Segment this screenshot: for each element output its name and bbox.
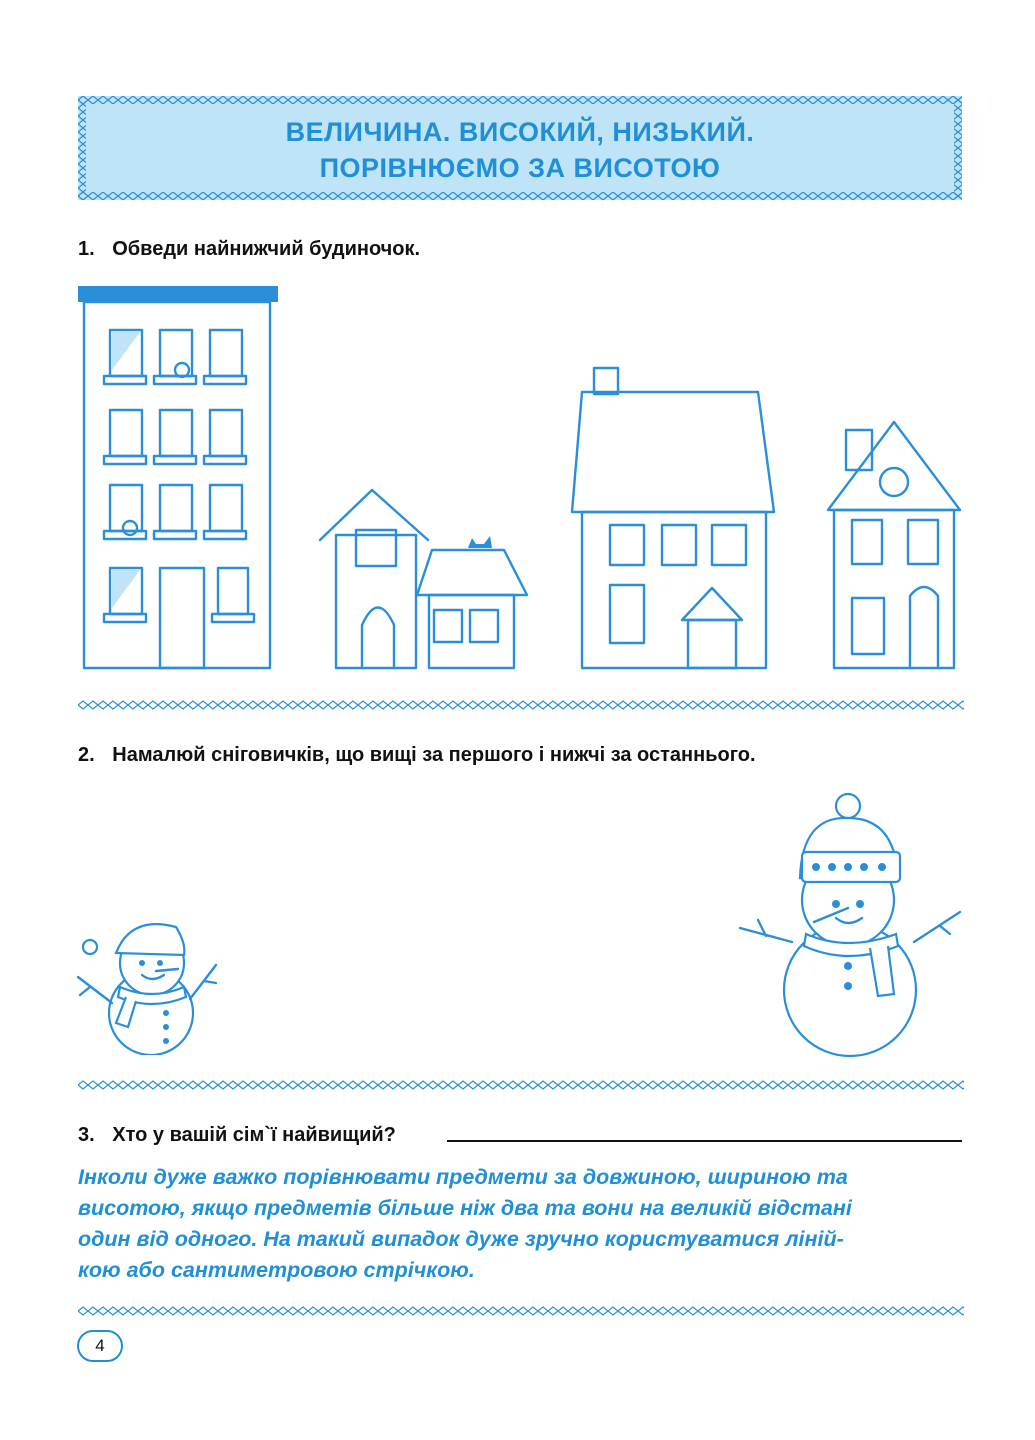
divider-2 (78, 1080, 964, 1090)
task-3 (78, 1124, 396, 1147)
page-title (78, 114, 962, 186)
task-1-number: 1. (78, 238, 95, 260)
note-line-4: кою або сантиметровою стрічкою. (78, 1258, 475, 1282)
note-line-2: висотою, якщо предметів більше ніж два та вони на великій відстані (78, 1196, 852, 1220)
task-3-text: Хто у вашій сім`ї найвищий? (112, 1124, 396, 1146)
divider-3 (78, 1306, 964, 1316)
small-snowman-icon[interactable] (76, 905, 226, 1055)
note-line-1: Інколи дуже важко порівнювати предмети за довжиною, шириною та (78, 1165, 848, 1189)
tudor-house-icon[interactable] (828, 422, 960, 668)
note-line-3: один від одного. На такий випадок дуже зручно користуватися ліній- (78, 1227, 844, 1251)
task-2 (78, 744, 756, 767)
large-snowman-icon[interactable] (736, 790, 966, 1060)
tall-building-icon[interactable] (78, 286, 278, 668)
small-house-icon[interactable] (320, 490, 527, 668)
task-2-text: Намалюй сніговичків, що вищі за першого і нижчі за останнього. (112, 744, 756, 766)
title-banner (78, 96, 962, 200)
answer-line[interactable] (447, 1140, 962, 1142)
tiled-roof-house-icon[interactable] (572, 368, 774, 668)
task-3-number: 3. (78, 1124, 95, 1146)
divider-1 (78, 700, 964, 710)
title-line-2: ПОРІВНЮЄМО ЗА ВИСОТОЮ (319, 153, 721, 183)
task-1 (78, 238, 420, 261)
houses-illustration (72, 280, 972, 680)
page-number: 4 (77, 1330, 123, 1362)
title-line-1: ВЕЛИЧИНА. ВИСОКИЙ, НИЗЬКИЙ. (285, 117, 755, 147)
task-2-number: 2. (78, 744, 95, 766)
task-1-text: Обведи найнижчий будиночок. (112, 238, 421, 260)
info-note (78, 1162, 968, 1286)
